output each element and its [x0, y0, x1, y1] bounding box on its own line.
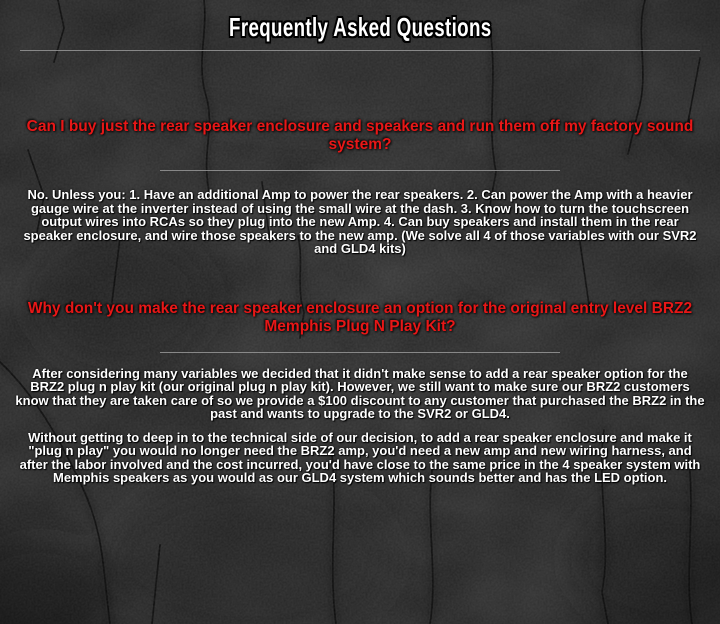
faq-question-1: Can I buy just the rear speaker enclosure and speakers and run them off my factory sound system?	[26, 118, 694, 153]
question-1-divider	[160, 170, 560, 171]
header-divider	[20, 50, 700, 51]
faq-item-1	[15, 118, 705, 256]
faq-answer-1: No. Unless you: 1. Have an additional Amp to power the rear speakers. 2. Can power the Amp with a heavier gauge wire at the inverter instead of using the small wire at the dash. 3. Know how to turn the touchscreen output wires into RCAs so they plug into the new Amp. 4. Can buy speakers and install them in the rear speaker enclosure, and wire those speakers to the new amp. (We solve all 4 of those variables with our SVR2 and GLD4 kits)	[23, 187, 697, 256]
faq-question-2: Why don't you make the rear speaker enclosure an option for the original entry level BRZ2 Memphis Plug N Play Kit?	[27, 299, 693, 335]
faq-item-2	[15, 300, 705, 485]
page-title: Frequently Asked Questions	[228, 12, 492, 42]
faq-answer-2-paragraph-1: After considering many variables we decided that it didn't make sense to add a rear speaker option for the BRZ2 plug n play kit (our original plug n play kit). However, we still want to make sure our BRZ2 customers know that they are taken care of so we provide a $100 discount to any customer that purchased the BRZ2 in the past and wants to upgrade to the SVR2 or GLD4.	[15, 365, 705, 421]
page-header	[15, 7, 705, 44]
faq-answer-2-paragraph-2: Without getting to deep in to the technical side of our decision, to add a rear speaker enclosure and make it "plug n play" you would no longer need the BRZ2 amp, you'd need a new amp and new wiring harness, and after the labor involved and the cost incurred, you'd have close to the same price in the 4 speaker system with Memphis speakers as you would as our GLD4 system which sounds better and has the LED option.	[19, 429, 701, 485]
question-2-divider	[160, 352, 560, 353]
